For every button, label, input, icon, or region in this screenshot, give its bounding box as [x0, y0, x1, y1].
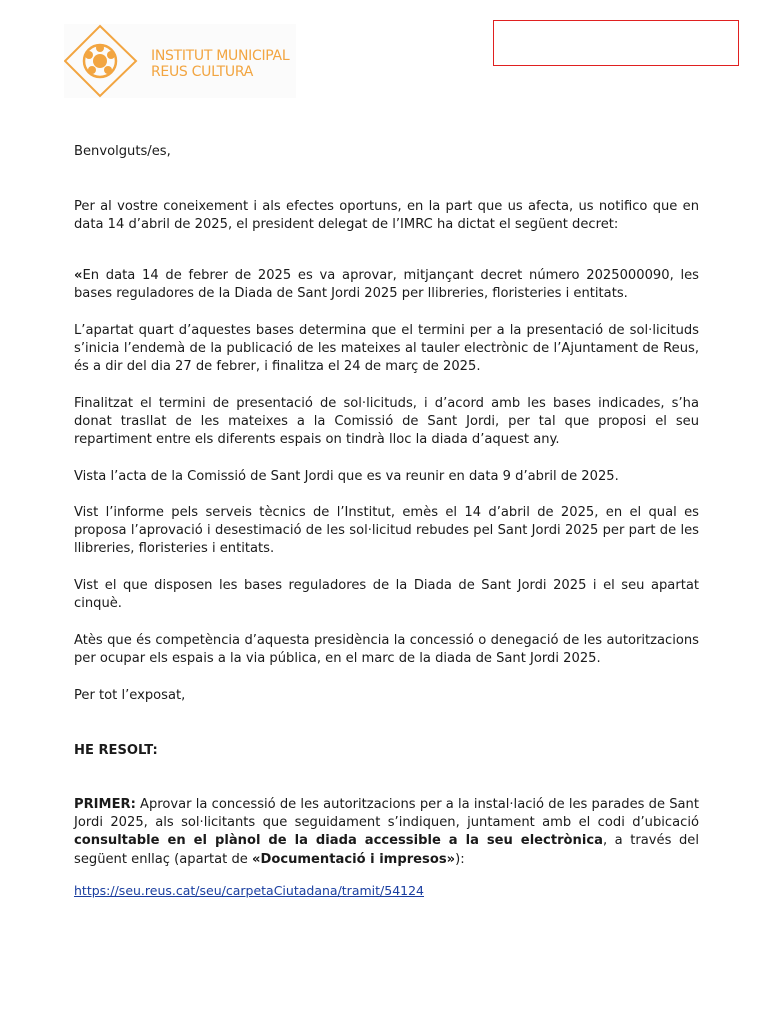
logo-text	[151, 48, 289, 80]
logo-line-1: INSTITUT MUNICIPAL	[151, 48, 290, 64]
decree-paragraph-1	[74, 267, 699, 303]
decree-paragraph-3: Finalitzat el termini de presentació de sol·licituds, i d’acord amb les bases indicades, s’ha donat trasllat de les mateixes a la Comissió de Sant Jordi, per tal que proposi el seu repartiment entre els diferents espais on tindrà lloc la diada d’aquest any.	[74, 396, 699, 448]
logo-line-2: REUS CULTURA	[151, 64, 253, 80]
decree-paragraph-7: Atès que és competència d’aquesta presidència la concessió o denegació de les autoritzacions per ocupar els espais a la via pública, en el marc de la diada de Sant Jordi 2025.	[74, 633, 699, 667]
primer-paragraph	[74, 796, 699, 869]
intro-paragraph: Per al vostre coneixement i als efectes oportuns, en la part que us afecta, us notifico que en data 14 d’abril de 2025, el president delegat de l’IMRC ha dictat el següent decret:	[74, 199, 699, 233]
primer-text-c: ):	[455, 851, 465, 867]
primer-text-b: , a través del següent enllaç (apartat de	[74, 833, 699, 867]
primer-bold: consultable en el plànol de la diada accessible a la seu electrònica	[74, 833, 603, 849]
registry-stamp-box	[493, 20, 739, 66]
greeting: Benvolguts/es,	[74, 144, 171, 159]
resolved-heading: HE RESOLT:	[74, 743, 158, 758]
decree-paragraph-5: Vist l’informe pels serveis tècnics de l’Institut, emès el 14 d’abril de 2025, en el qual es proposa l’aprovació i desestimació de les sol·licitud rebudes pel Sant Jordi 2025 per part de les llibreries, floristeries i entitats.	[74, 505, 699, 557]
decree-paragraph-4: Vista l’acta de la Comissió de Sant Jordi que es va reunir en data 9 d’abril de 2025.	[74, 469, 619, 484]
rose-emblem-icon	[64, 24, 144, 98]
decree-paragraph-1-text: En data 14 de febrer de 2025 es va aprovar, mitjançant decret número 2025000090, les bases reguladores de la Diada de Sant Jordi 2025 per llibreries, floristeries i entitats.	[74, 268, 699, 302]
quote-mark: «	[74, 268, 83, 283]
decree-paragraph-2: L’apartat quart d’aquestes bases determina que el termini per a la presentació de sol·licituds s’inicia l’endemà de la publicació de les mateixes al tauler electrònic de l’Ajuntament de Reus, és a dir del dia 27 de febrer, i finalitza el 24 de març de 2025.	[74, 323, 699, 375]
primer-label: PRIMER:	[74, 797, 136, 812]
primer-doc: «Documentació i impresos»	[252, 851, 456, 867]
tramit-link[interactable]: https://seu.reus.cat/seu/carpetaCiutadana/tramit/54124	[74, 883, 425, 898]
institut-logo	[64, 24, 296, 98]
decree-paragraph-8: Per tot l’exposat,	[74, 688, 186, 703]
decree-paragraph-6: Vist el que disposen les bases reguladores de la Diada de Sant Jordi 2025 i el seu apartat cinquè.	[74, 578, 699, 612]
primer-text-a: Aprovar la concessió de les autoritzacions per a la instal·lació de les parades de Sant Jordi 2025, als sol·licitants que seguidament s’indiquen, juntament amb el codi d’ubicació	[74, 797, 699, 831]
